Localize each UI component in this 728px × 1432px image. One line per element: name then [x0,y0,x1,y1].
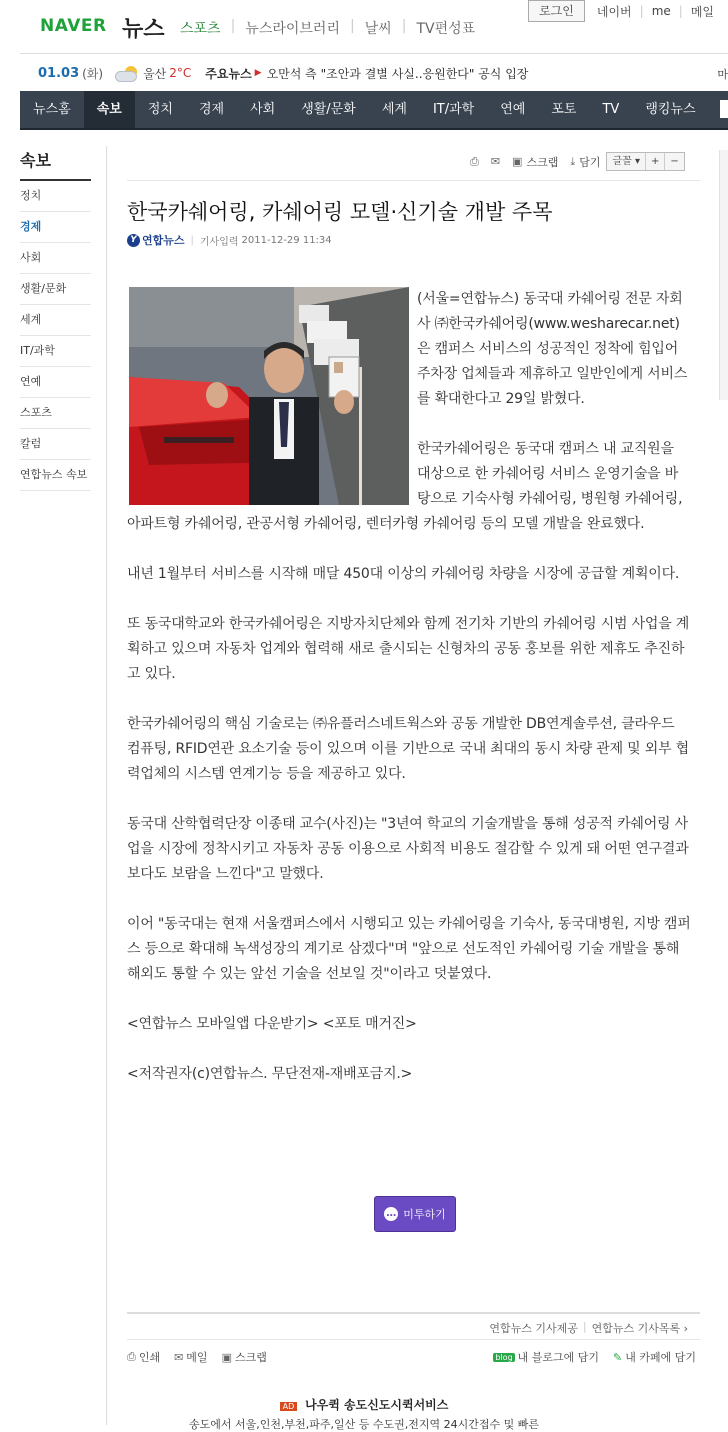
ad-title[interactable]: 나우퀵 송도신도시퀵서비스 [305,1398,449,1412]
login-button[interactable]: 로그인 [528,0,585,22]
article-meta: Y 연합뉴스 | 기사입력 2011-12-29 11:34 [127,232,332,248]
scrollbar[interactable] [719,150,728,400]
text-ad[interactable] [0,1396,728,1432]
sidebar-item-sports[interactable]: 스포츠 [20,398,91,429]
cafe-icon: ✎ [613,1350,623,1364]
nav-photo[interactable]: 포토 [551,102,577,117]
paragraph: 또 동국대학교와 한국카쉐어링은 지방자치단체와 함께 전기차 기반의 카쉐어링 시범 사업을 계획하고 있으며 자동차 업계와 협력해 새로 출시되는 신형차의 공동 홍보를 위한 제휴도 추진하고 있다. [127,616,690,682]
print-icon: ⎙ [127,1350,136,1363]
sidebar [20,148,91,491]
source-logo[interactable]: Y 연합뉴스 [127,232,185,248]
nav-it-science[interactable]: IT/과학 [432,102,475,117]
mail-icon: ✉ [174,1350,184,1364]
util-mail-link[interactable]: 메일 [690,4,714,19]
nav-society[interactable]: 사회 [250,102,276,117]
nav-world[interactable]: 세계 [381,102,407,117]
nav-life-culture[interactable]: 생활/문화 [301,102,356,117]
main-nav [20,91,728,130]
weather-icon[interactable] [113,65,139,81]
scrap-button[interactable]: ▣ 스크랩 [221,1350,267,1364]
util-me-link[interactable]: me [651,4,671,18]
nav-politics[interactable]: 정치 [147,102,173,117]
paragraph: 이어 "동국대는 현재 서울캠퍼스에서 시행되고 있는 카쉐어링을 기숙사, 동국대병원, 지방 캠퍼스 등으로 확대해 녹색성장의 계기로 삼겠다"며 "앞으로 선도적인 카쉐어링 기술 개발을 통해 해외도 통할 수 있는 앞선 기술을 선보일 것"이라고 덧붙였다. [127,916,691,982]
font-controls [606,152,684,171]
speech-bubble-icon: … [386,1208,397,1219]
top-nav: 스포츠 | 뉴스라이브러리 | 날씨 | TV편성표 [180,18,476,37]
paragraph: 한국카쉐어링은 동국대 캠퍼스 내 교직원을 대상으로 한 카쉐어링 서비스 운영기술을 바탕으로 기숙사형 카쉐어링, 병원형 카쉐어링, 아파트형 카쉐어링, 관공서형 카쉐어링, 렌터카형 카쉐어링 등의 모델 개발을 완료했다. [127,441,683,532]
divider [127,1312,700,1314]
news-logo[interactable]: 뉴스 [122,17,165,42]
nav-economy[interactable]: 경제 [198,102,225,117]
paragraph: (서울=연합뉴스) 동국대 카쉐어링 전문 자회사 ㈜한국카쉐어링(www.wesharecar.net)은 캠퍼스 서비스의 성공적인 정착에 힘입어 주차장 업체들과 제휴하고 일반인에게 서비스를 확대한다고 29일 밝혔다. [417,291,688,407]
arrow-right-icon: ▶ [254,68,262,78]
top-bar [0,0,728,54]
sidebar-item-society[interactable]: 사회 [20,243,91,274]
ticker-row [38,62,528,84]
sidebar-divider [106,146,107,1425]
print-button[interactable]: ⎙ 인쇄 [127,1350,161,1364]
share-left [127,1349,281,1365]
font-select[interactable]: 글꼴 ▾ [607,153,646,170]
ad-badge: AD [280,1402,298,1411]
sidebar-item-economy[interactable]: 경제 [20,212,91,243]
article-date: 2011-12-29 11:34 [241,234,332,246]
nav-search-edge[interactable] [720,100,728,118]
nav-breaking[interactable]: 속보 [84,91,135,128]
date-label: 기사입력 [199,236,239,248]
font-plus-button[interactable]: + [646,153,665,170]
blog-icon: blog [495,1352,513,1362]
top-nav-sports[interactable]: 스포츠 [180,21,221,37]
util-naver-link[interactable]: 네이버 [596,4,632,19]
cafe-save-button[interactable]: ✎ 내 카페에 담기 [613,1350,696,1364]
headline-link[interactable]: 오만석 측 "조안과 결별 사실..응원한다" 공식 입장 [266,66,529,81]
article-tools [470,152,685,171]
date: 01.03 [38,65,80,81]
nav-tv[interactable]: TV [602,102,620,117]
source-provider-link[interactable]: 연합뉴스 기사제공 [489,1322,578,1335]
blog-save-button[interactable]: blog 내 블로그에 담기 [495,1351,600,1364]
article-body [127,284,691,1112]
top-nav-weather[interactable]: 날씨 [364,21,392,37]
source-list-link[interactable]: 연합뉴스 기사목록 › [591,1322,688,1335]
sidebar-item-world[interactable]: 세계 [20,305,91,336]
util-menu: 로그인 네이버 | me | 메일 [528,0,728,22]
print-icon[interactable]: ⎙ [470,154,479,168]
ticker-right-cut: 마 [717,68,728,81]
paragraph: 한국카쉐어링의 핵심 기술로는 ㈜유플러스네트웍스와 공동 개발한 DB연계솔루션, 클라우드 컴퓨팅, RFID연관 요소기술 등이 있으며 이를 기반으로 국내 최대의 동시 차량 관제 및 외부 협력업체의 시스템 연계기능 등을 제공하고 있다. [127,716,689,782]
download-icon[interactable]: ⤓ [570,154,576,168]
nav-ranking[interactable]: 랭킹뉴스 [645,102,696,117]
weather-place[interactable]: 울산 [143,66,167,81]
sidebar-item-entertainment[interactable]: 연예 [20,367,91,398]
mail-button[interactable]: ✉ 메일 [174,1350,208,1364]
sidebar-item-life-culture[interactable]: 생활/문화 [20,274,91,305]
top-nav-library[interactable]: 뉴스라이브러리 [245,21,340,37]
mail-icon[interactable]: ✉ [490,155,501,168]
yonhap-logo-icon: Y [127,234,140,247]
scrap-button[interactable]: 스크랩 [526,155,559,169]
paragraph: 내년 1월부터 서비스를 시작해 매달 450대 이상의 카쉐어링 차량을 시장에 공급할 계획이다. [127,566,680,582]
divider [20,53,728,54]
ad-description: 송도에서 서울,인천,부천,파주,일산 등 수도권,전지역 24시간접수 및 빠른 [189,1418,539,1431]
naver-logo[interactable]: NAVER [40,16,107,36]
app-download-link[interactable]: <연합뉴스 모바일앱 다운받기> <포토 매거진> [127,1016,417,1032]
paragraph: 동국대 산학협력단장 이종태 교수(사진)는 "3년여 학교의 기술개발을 통해 성공적 카쉐어링 사업을 시장에 정착시키고 자동차 공동 이용으로 사회적 비용도 절감할 수 있게 돼 어떤 연구결과보다도 보람을 느낀다"고 말했다. [127,816,689,882]
me2day-button[interactable]: … 미투하기 [374,1196,456,1232]
sidebar-item-column[interactable]: 칼럼 [20,429,91,460]
divider [127,1339,700,1340]
scrap-icon: ▣ [221,1350,232,1364]
scrap-icon[interactable]: ▣ [512,155,523,168]
temperature: 2°C [169,66,192,80]
sidebar-item-yonhap[interactable]: 연합뉴스 속보 [20,460,91,491]
top-nav-tv[interactable]: TV편성표 [416,21,476,37]
nav-entertainment[interactable]: 연예 [500,102,526,117]
day: (화) [82,66,104,81]
font-minus-button[interactable]: − [665,153,683,170]
headline-label: 주요뉴스 [205,66,252,81]
sidebar-item-politics[interactable]: 정치 [20,181,91,212]
divider [127,180,700,181]
copyright: <저작권자(c)연합뉴스. 무단전재-재배포금지.> [127,1066,413,1082]
sidebar-title: 속보 [20,148,91,181]
sidebar-item-it-science[interactable]: IT/과학 [20,336,91,367]
article-title: 한국카쉐어링, 카쉐어링 모델·신기술 개발 주목 [127,200,553,224]
save-button[interactable]: 담기 [579,155,601,169]
nav-news-home[interactable]: 뉴스홈 [33,102,71,117]
source-links: 연합뉴스 기사제공 | 연합뉴스 기사목록 › [489,1320,688,1335]
share-right [479,1349,696,1365]
